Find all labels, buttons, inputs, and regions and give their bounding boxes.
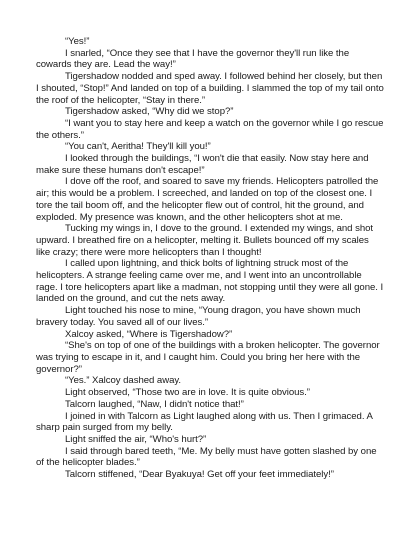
paragraph: I joined in with Talcorn as Light laughed along with us. Then I grimaced. A sharp pain surged from my belly. (36, 410, 373, 434)
paragraph: I called upon lightning, and thick bolts of lightning struck most of the helicopters. A strange feeling came over me, and I went into an uncontrollable rage. I tore helicopters apart like a madman, not stopping until they were all gone. I landed on the ground, and cut the nets away. (36, 258, 384, 305)
paragraph: I looked through the buildings, “I won't die that easily. Now stay here and make sure these humans don't escape!” (36, 153, 369, 176)
paragraph: “You can't, Aeritha! They'll kill you!” (65, 141, 211, 153)
paragraph: Xalcoy asked, “Where is Tigershadow?” (65, 328, 233, 340)
paragraph: Light touched his nose to mine, “Young dragon, you have shown much bravery today. You saved all of our lives.” (36, 305, 361, 328)
paragraph: I said through bared teeth, “Me. My belly must have gotten slashed by one of the helicopter blades.” (36, 445, 377, 469)
paragraph: “I want you to stay here and keep a watch on the governor while I go rescue the others.” (36, 117, 384, 141)
paragraph: “She's on top of one of the buildings with a broken helicopter. The governor was trying to escape in it, and I caught him. Could you bring her here with the governor?” (36, 340, 380, 375)
paragraph: “Yes!” (65, 36, 90, 47)
paragraph: Talcorn laughed, “Naw, I didn't notice that!” (65, 398, 244, 410)
paragraph: Light observed, “Those two are in love. It is quite obvious.” (65, 387, 310, 399)
body-text (36, 36, 384, 481)
paragraph: “Yes.” Xalcoy dashed away. (65, 375, 182, 387)
paragraph: Tigershadow asked, “Why did we stop?” (65, 106, 234, 118)
paragraph: I dove off the roof, and soared to save my friends. Helicopters patrolled the air; this would be a problem. I screeched, and landed on top of the closest one. I tore the tail boom off, and the helicopter flew out of control, hit the ground, and exploded. My presence was known, and the other helicopters shot at me. (36, 176, 379, 223)
paragraph: Light sniffed the air, “Who's hurt?” (65, 433, 207, 445)
paragraph: Talcorn stiffened, “Dear Byakuya! Get off your feet immediately!” (65, 469, 334, 481)
paragraph: Tigershadow nodded and sped away. I followed behind her closely, but then I shouted, “Stop!” And landed on top of a building. I slammed the top of my tail onto the roof of the helicopter, “Stay in there.” (36, 71, 384, 106)
paragraph: Tucking my wings in, I dove to the ground. I extended my wings, and shot upward. I breathed fire on a helicopter, melting it. Bullets bounced off my scales like crazy; there were more helicopters than I thought! (36, 223, 374, 258)
paragraph: I snarled, “Once they see that I have the governor they'll run like the cowards they are. Lead the way!” (36, 47, 350, 71)
